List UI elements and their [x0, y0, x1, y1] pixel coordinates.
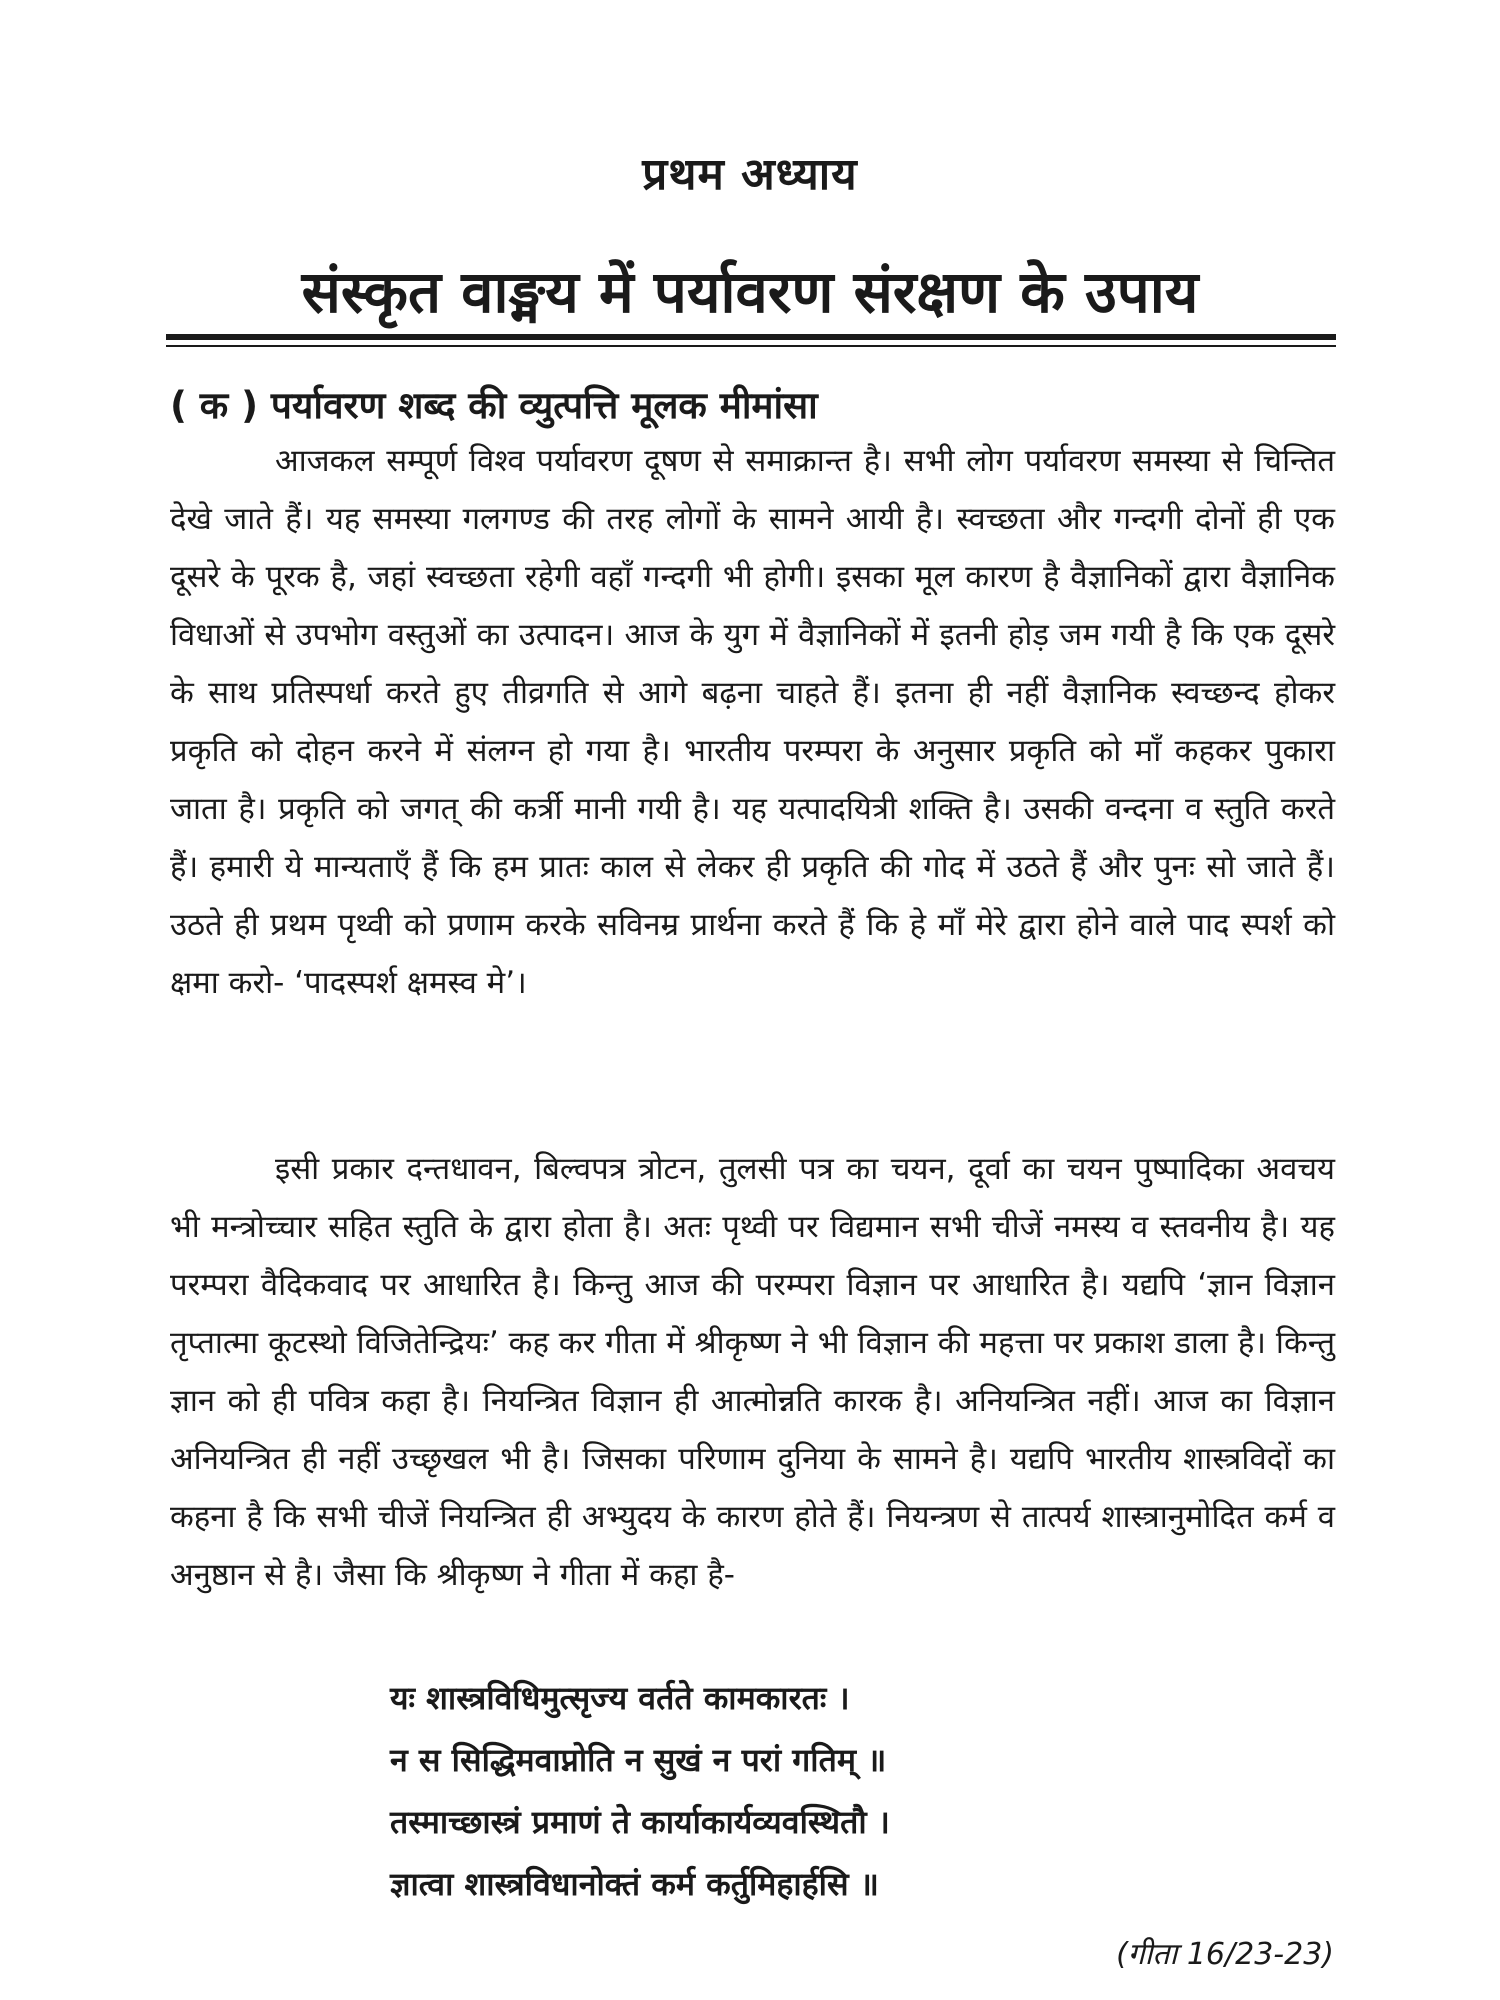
- paragraph-1: आजकल सम्पूर्ण विश्व पर्यावरण दूषण से समाक्रान्त है। सभी लोग पर्यावरण समस्या से चिन्तित देखे जाते हैं। यह समस्या गलगण्ड की तरह लोगों के सामने आयी है। स्वच्छता और गन्दगी दोनों ही एक दूसरे के पूरक है, जहां स्वच्छता रहेगी वहाँ गन्दगी भी होगी। इसका मूल कारण है वैज्ञानिकों द्वारा वैज्ञानिक विधाओं से उपभोग वस्तुओं का उत्पादन। आज के युग में वैज्ञानिकों में इतनी होड़ जम गयी है कि एक दूसरे के साथ प्रतिस्पर्धा करते हुए तीव्रगति से आगे बढ़ना चाहते हैं। इतना ही नहीं वैज्ञानिक स्वच्छन्द होकर प्रकृति को दोहन करने में संलग्न हो गया है। भारतीय परम्परा के अनुसार प्रकृति को माँ कहकर पुकारा जाता है। प्रकृति को जगत् की कर्त्री मानी गयी है। यह यत्पादयित्री शक्ति है। उसकी वन्दना व स्तुति करते हैं। हमारी ये मान्यताएँ हैं कि हम प्रातः काल से लेकर ही प्रकृति की गोद में उठते हैं और पुनः सो जाते हैं। उठते ही प्रथम पृथ्वी को प्रणाम करके सविनम्र प्रार्थना करते हैं कि हे माँ मेरे द्वारा होने वाले पाद स्पर्श को क्षमा करो- ‘पादस्पर्श क्षमस्व मे’।: [170, 443, 1335, 1001]
- shloka-line-3: तस्माच्छास्त्रं प्रमाणं ते कार्याकार्यव्यवस्थितौ ।: [390, 1803, 890, 1841]
- title-underline-thick: [166, 334, 1336, 340]
- section-heading: ( क ) पर्यावरण शब्द की व्युत्पत्ति मूलक मीमांसा: [170, 384, 818, 427]
- shloka-line-1: यः शास्त्रविधिमुत्सृज्य वर्तते कामकारतः ।: [390, 1679, 850, 1717]
- paragraph-2: इसी प्रकार दन्तधावन, बिल्वपत्र त्रोटन, तुलसी पत्र का चयन, दूर्वा का चयन पुष्पादिका अवचय भी मन्त्रोच्चार सहित स्तुति के द्वारा होता है। अतः पृथ्वी पर विद्यमान सभी चीजें नमस्य व स्तवनीय है। यह परम्परा वैदिकवाद पर आधारित है। किन्तु आज की परम्परा विज्ञान पर आधारित है। यद्यपि ‘ज्ञान विज्ञान तृप्तात्मा कूटस्थो विजितेन्द्रियः’ कह कर गीता में श्रीकृष्ण ने भी विज्ञान की महत्ता पर प्रकाश डाला है। किन्तु ज्ञान को ही पवित्र कहा है। नियन्त्रित विज्ञान ही आत्मोन्नति कारक है। अनियन्त्रित नहीं। आज का विज्ञान अनियन्त्रित ही नहीं उच्छृखल भी है। जिसका परिणाम दुनिया के सामने है। यद्यपि भारतीय शास्त्रविदों का कहना है कि सभी चीजें नियन्त्रित ही अभ्युदय के कारण होते हैं। नियन्त्रण से तात्पर्य शास्त्रानुमोदित कर्म व अनुष्ठान से है। जैसा कि श्रीकृष्ण ने गीता में कहा है-: [170, 1151, 1335, 1593]
- chapter-title: संस्कृत वाङ्मय में पर्यावरण संरक्षण के उपाय: [301, 258, 1199, 326]
- citation: (गीता 16/23-23): [1116, 1937, 1334, 1972]
- chapter-label: प्रथम अध्याय: [642, 149, 858, 200]
- shloka-line-4: ज्ञात्वा शास्त्रविधानोक्तं कर्म कर्तुमिहार्हसि ॥: [390, 1865, 879, 1903]
- shloka-line-2: न स सिद्धिमवाप्नोति न सुखं न परां गतिम् ॥: [390, 1741, 887, 1779]
- title-underline-thin: [166, 345, 1336, 347]
